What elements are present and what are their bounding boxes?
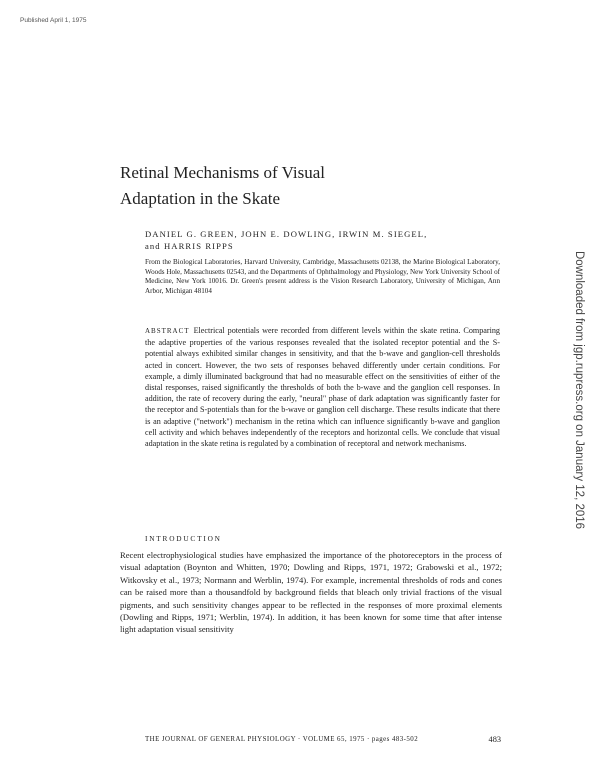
abstract-text: Electrical potentials were recorded from different levels within the skate retina. Comparing the adaptive properties of the various responses revealed that the isolated receptor potential and the S-potential always exhibited similar changes in sensitivity, and that the b-wave and ganglion-cell thresholds acted in concert. However, the two sets of responses behaved differently under certain conditions. For example, a dimly illuminated background that had no measurable effect on the sensitivities of either of the distal responses, raised significantly the thresholds of both the b-wave and the ganglion cell responses. In addition, the rate of recovery during the early, "neural" phase of dark adaptation was significantly faster for the receptor and S-potentials than for the b-wave or ganglion cell discharge. These results indicate that there is an adaptive ("network") mechanism in the retina which can influence significantly b-wave and ganglion cell activity and which behaves independently of the receptors and horizontal cells. We conclude that visual adaptation in the skate retina is regulated by a combination of receptoral and network mechanisms. <box>145 326 500 449</box>
paper-title <box>120 160 500 212</box>
authors-line: and HARRIS RIPPS <box>145 241 234 251</box>
authors-line: DANIEL G. GREEN, JOHN E. DOWLING, IRWIN M. SIEGEL, <box>145 229 428 239</box>
journal-citation: THE JOURNAL OF GENERAL PHYSIOLOGY · VOLUME 65, 1975 · pages 483-502 <box>145 736 419 743</box>
introduction-text: Recent electrophysiological studies have emphasized the importance of the photoreceptors in the process of visual adaptation (Boynton and Whitten, 1970; Dowling and Ripps, 1971, 1972; Grabowski et al., 1972; Witkovsky et al., 1973; Normann and Werblin, 1974). For example, incremental thresholds of rods and cones can be raised more than a thousandfold by background fields that bleach only trivial fractions of the visual pigments, and such sensitivity changes appear to be reflected in the responses of more proximal elements (Dowling and Ripps, 1971; Werblin, 1974). In addition, it has been known for some time that after intense light adaptation visual sensitivity <box>120 550 502 635</box>
affiliation: From the Biological Laboratories, Harvard University, Cambridge, Massachusetts 02138, the Marine Biological Laboratory, Woods Hole, Massachusetts 02543, and the Departments of Ophthalmology and Physiology, New York University School of Medicine, New York 10016. Dr. Green's present address is the Vision Research Laboratory, University of Michigan, Ann Arbor, Michigan 48104 <box>145 258 500 295</box>
abstract <box>145 325 500 449</box>
title-line: Retinal Mechanisms of Visual <box>120 163 325 182</box>
author-list <box>145 228 505 252</box>
title-line: Adaptation in the Skate <box>120 189 281 208</box>
section-heading-introduction: INTRODUCTION <box>145 534 222 543</box>
journal-footer <box>145 736 501 743</box>
download-watermark: Downloaded from jgp.rupress.org on January 12, 2016 <box>573 250 585 530</box>
page-number: 483 <box>488 735 501 744</box>
abstract-label: ABSTRACT <box>145 327 190 335</box>
published-date: Published April 1, 1975 <box>20 17 87 24</box>
